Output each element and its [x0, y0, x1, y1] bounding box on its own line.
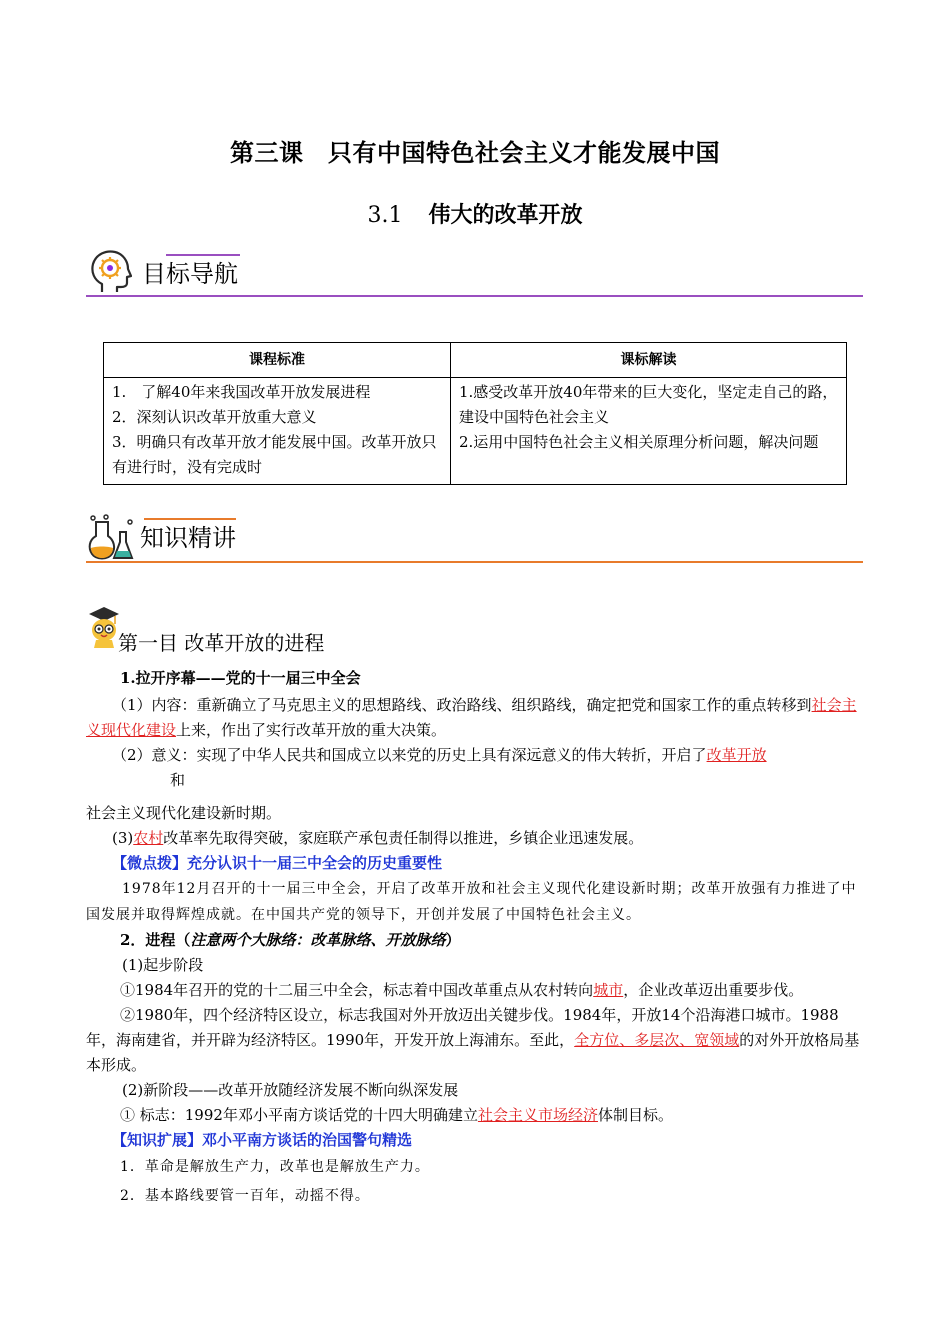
- goal-section-header: [86, 246, 863, 300]
- knowledge-section-header: [86, 512, 863, 566]
- highlight-text: 城市: [593, 981, 624, 999]
- part1-body: [86, 666, 866, 1209]
- heading-process: 2．进程（注意两个大脉络：改革脉络、开放脉络）: [120, 931, 461, 949]
- highlight-text: 社会主义市场经济: [477, 1106, 598, 1124]
- quote-2: 2．基本路线要管一百年，动摇不得。: [120, 1188, 370, 1204]
- col1-header: 课程标准: [104, 343, 451, 378]
- goal-header-label: 目标导航: [142, 260, 238, 288]
- highlight-text: 农村: [133, 829, 164, 847]
- stage-new-item1: ① 标志：1992年邓小平南方谈话党的十四大明确建立社会主义市场经济体制目标。: [120, 1106, 673, 1124]
- graduate-mascot-icon: [86, 604, 122, 652]
- curriculum-table: [103, 342, 847, 485]
- stage-initial-item1: ①1984年召开的党的十二届三中全会，标志着中国改革重点从农村转向城市，企业改革迈出重要步伐。: [120, 981, 804, 999]
- lesson-title: 第三课 只有中国特色社会主义才能发展中国: [230, 139, 720, 167]
- knowledge-divider: [86, 561, 863, 563]
- stage-initial: (1)起步阶段: [122, 956, 204, 974]
- section-name: 伟大的改革开放: [428, 203, 583, 228]
- lab-flask-icon: [86, 514, 136, 562]
- paragraph-significance-cont: 和: [170, 771, 186, 789]
- table-header-row: [104, 343, 847, 378]
- table-line: 1. 了解40年来我国改革开放发展进程: [112, 383, 371, 401]
- stage-initial-item2: ②1980年，四个经济特区设立，标志我国对外开放迈出关键步伐。1984年，开放14个沿海港口城市。1988年，海南建省，并开辟为经济特区。1990年，开发开放上海浦东。至此，全方位、多层次、宽领域的对外开放格局基本形成。: [86, 1006, 860, 1074]
- section-number: 3.1: [367, 203, 403, 228]
- paragraph-content: （1）内容：重新确立了马克思主义的思想路线、政治路线、组织路线，确定把党和国家工作的重点转移到社会主义现代化建设上来，作出了实行改革开放的重大决策。: [86, 696, 857, 739]
- section-title: [0, 198, 950, 229]
- table-row: [104, 378, 847, 485]
- note-title: 【微点拨】充分认识十一届三中全会的历史重要性: [112, 854, 443, 872]
- highlight-text: 全方位、多层次、宽领域: [574, 1031, 740, 1049]
- stage-new: (2)新阶段——改革开放随经济发展不断向纵深发展: [122, 1081, 459, 1099]
- table-line: 2．深刻认识改革开放重大意义: [112, 408, 317, 426]
- heading-3rd-plenum: 1.拉开序幕——党的十一届三中全会: [120, 669, 361, 687]
- note-body: 1978年12月召开的十一届三中全会，开启了改革开放和社会主义现代化建设新时期；改革开放强有力推进了中国发展并取得辉煌成就。在中国共产党的领导下，开创并发展了中国特色社会主义。: [86, 881, 857, 923]
- col2-cell: [451, 378, 847, 485]
- knowledge-header-label: 知识精讲: [140, 524, 236, 552]
- highlight-text: 社会主义现代化建设: [86, 696, 857, 739]
- goal-divider: [86, 295, 863, 297]
- head-gear-icon: [88, 248, 132, 296]
- table-line: 1.感受改革开放40年带来的巨大变化，坚定走自己的路，建设中国特色社会主义: [459, 383, 838, 426]
- col2-header: 课标解读: [451, 343, 847, 378]
- quote-1: 1．革命是解放生产力，改革也是解放生产力。: [120, 1159, 430, 1175]
- part1-title: 第一目 改革开放的进程: [118, 631, 325, 655]
- paragraph-significance-end: 社会主义现代化建设新时期。: [86, 804, 282, 822]
- extension-title: 【知识扩展】邓小平南方谈话的治国警句精选: [112, 1131, 413, 1149]
- col1-cell: [104, 378, 451, 485]
- paragraph-rural: (3)农村改革率先取得突破，家庭联产承包责任制得以推进，乡镇企业迅速发展。: [112, 829, 644, 847]
- table-line: 2.运用中国特色社会主义相关原理分析问题，解决问题: [459, 433, 819, 451]
- highlight-text: 改革开放: [706, 746, 767, 764]
- paragraph-significance: （2）意义：实现了中华人民共和国成立以来党的历史上具有深远意义的伟大转折，开启了改革开放: [112, 746, 767, 764]
- table-line: 3．明确只有改革开放才能发展中国。改革开放只有进行时，没有完成时: [112, 433, 437, 476]
